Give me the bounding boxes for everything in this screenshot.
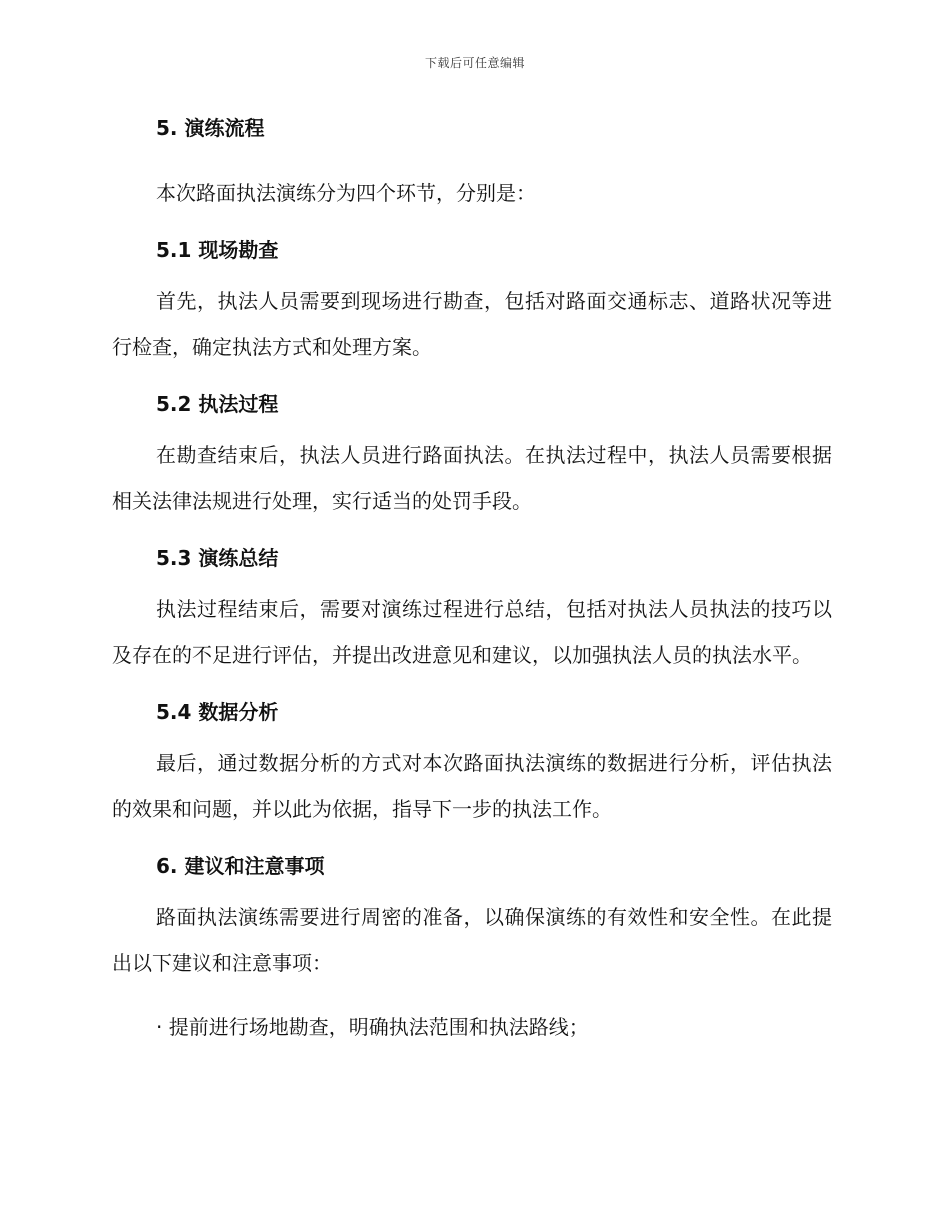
section-6-intro: 路面执法演练需要进行周密的准备，以确保演练的有效性和安全性。在此提出以下建议和注意事项： (112, 905, 832, 975)
section-5-1-body: 首先，执法人员需要到现场进行勘查，包括对路面交通标志、道路状况等进行检查，确定执法方式和处理方案。 (112, 289, 832, 359)
section-5-4-body: 最后，通过数据分析的方式对本次路面执法演练的数据进行分析，评估执法的效果和问题，并以此为依据，指导下一步的执法工作。 (112, 751, 832, 821)
section-heading-5-1: 5.1 现场勘查 (156, 238, 279, 262)
section-heading-5: 5. 演练流程 (156, 116, 265, 140)
section-5-3-body: 执法过程结束后，需要对演练过程进行总结，包括对执法人员执法的技巧以及存在的不足进行评估，并提出改进意见和建议，以加强执法人员的执法水平。 (112, 597, 832, 667)
section-heading-5-4: 5.4 数据分析 (156, 700, 279, 724)
section-heading-6: 6. 建议和注意事项 (156, 854, 325, 878)
list-item: · 提前进行场地勘查，明确执法范围和执法路线； (156, 1015, 589, 1039)
page-header-note: 下载后可任意编辑 (424, 56, 525, 70)
section-5-2-body: 在勘查结束后，执法人员进行路面执法。在执法过程中，执法人员需要根据相关法律法规进行处理，实行适当的处罚手段。 (112, 443, 832, 513)
section-5-intro: 本次路面执法演练分为四个环节，分别是： (156, 181, 536, 205)
section-heading-5-3: 5.3 演练总结 (156, 546, 279, 570)
section-heading-5-2: 5.2 执法过程 (156, 392, 279, 416)
document-body (112, 112, 832, 1050)
